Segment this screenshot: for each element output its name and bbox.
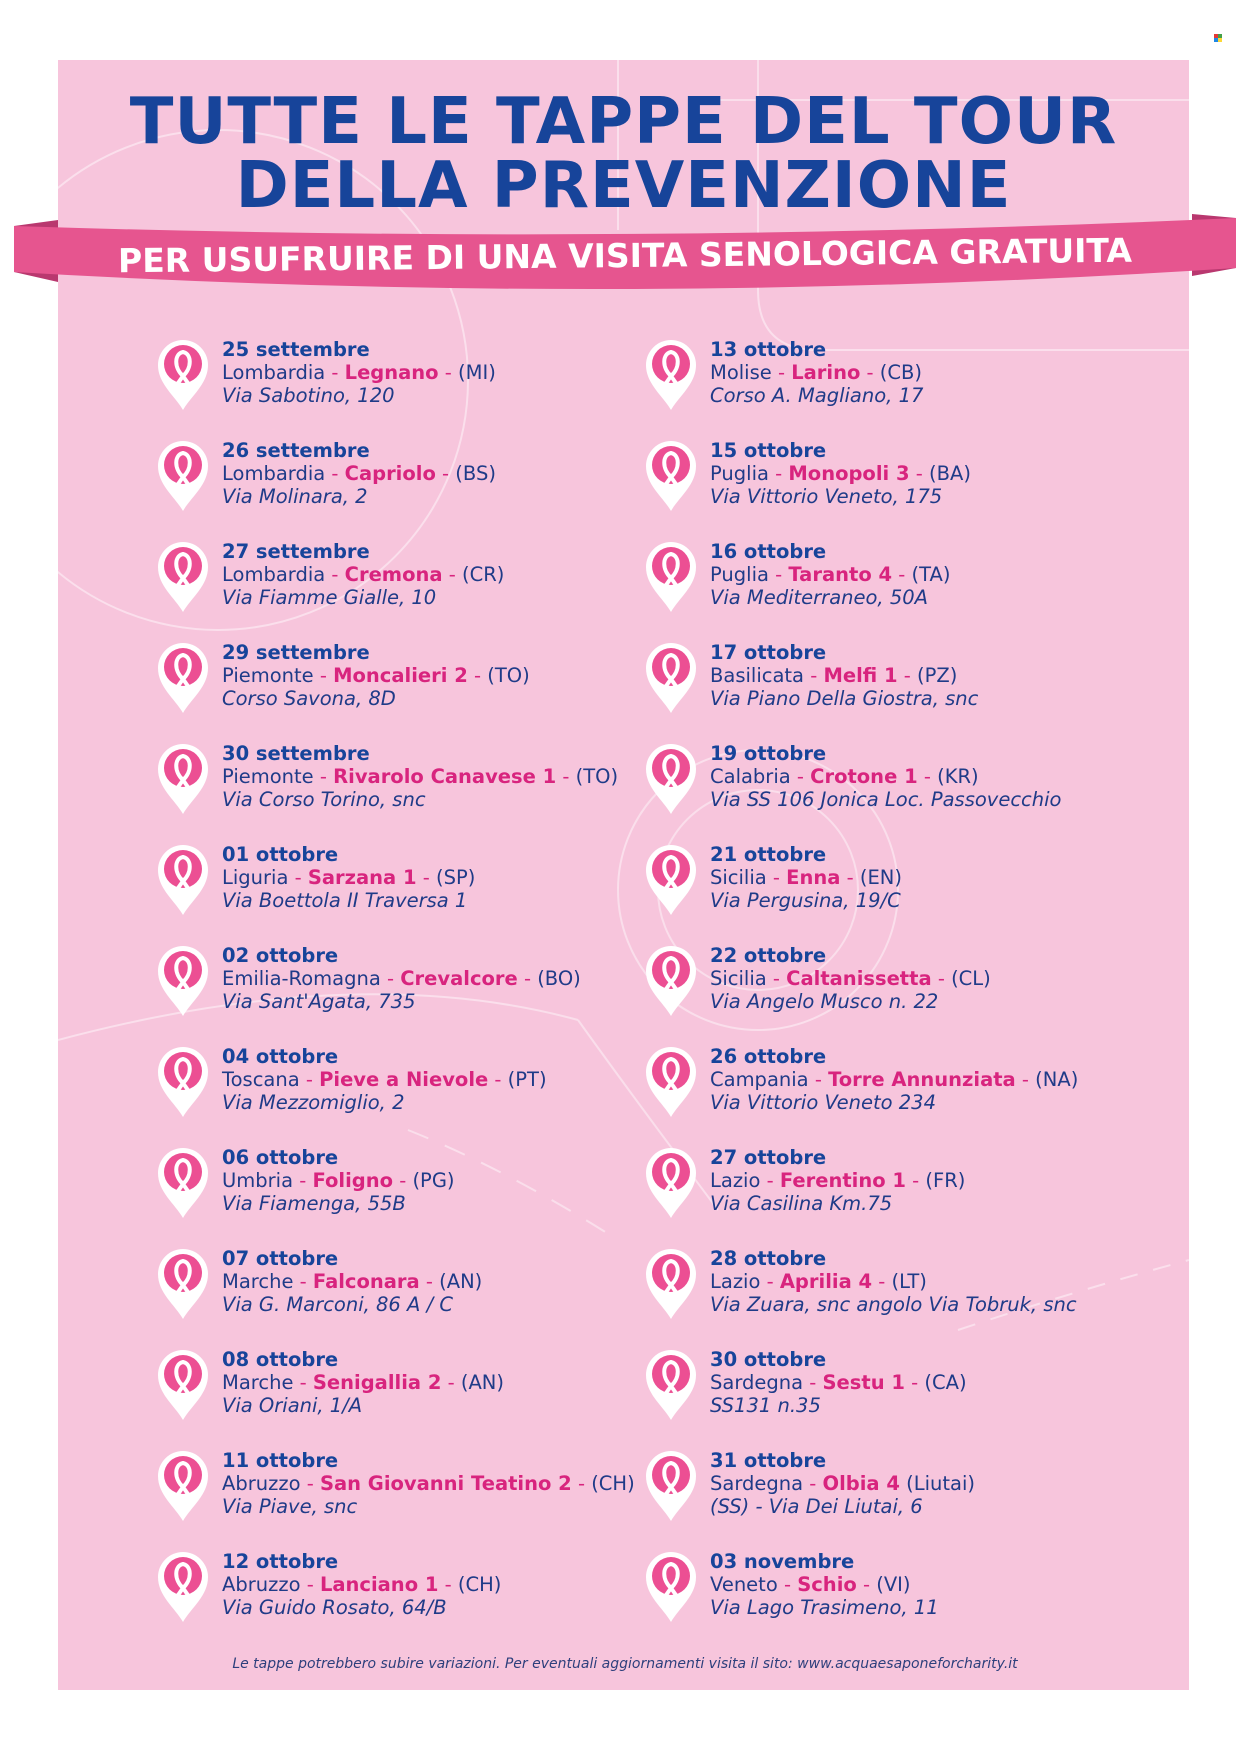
stop-address: Via Mezzomiglio, 2 bbox=[222, 1091, 405, 1114]
stop-region: Lombardia bbox=[222, 462, 326, 485]
stop-region: Piemonte bbox=[222, 664, 314, 687]
stop-province: (Liutai) bbox=[906, 1472, 976, 1495]
stop-item: 13 ottobre Molise - Larino - (CB) Corso A. Magliano, 17 bbox=[644, 338, 1114, 434]
stop-city: Torre Annunziata bbox=[828, 1068, 1016, 1091]
stop-address: Corso Savona, 8D bbox=[222, 687, 396, 710]
stop-address: Via Sabotino, 120 bbox=[222, 384, 395, 407]
stop-item: 30 ottobre Sardegna - Sestu 1 - (CA) SS131 n.35 bbox=[644, 1348, 1114, 1444]
stop-city: Taranto 4 bbox=[788, 563, 893, 586]
stop-date: 26 settembre bbox=[222, 439, 370, 462]
stop-address: Via Angelo Musco n. 22 bbox=[710, 990, 939, 1013]
stop-address: Via Vittorio Veneto, 175 bbox=[710, 485, 943, 508]
stop-item: 27 settembre Lombardia - Cremona - (CR) Via Fiamme Gialle, 10 bbox=[156, 540, 626, 636]
stop-address: Via Corso Torino, snc bbox=[222, 788, 426, 811]
stop-address: Via Fiamenga, 55B bbox=[222, 1192, 406, 1215]
stop-item: 30 settembre Piemonte - Rivarolo Canavese 1 - (TO) Via Corso Torino, snc bbox=[156, 742, 626, 838]
stop-address: Via Piave, snc bbox=[222, 1495, 358, 1518]
stop-province: (MI) bbox=[458, 361, 496, 384]
stop-province: (CA) bbox=[924, 1371, 967, 1394]
stop-city: Ferentino 1 bbox=[779, 1169, 906, 1192]
stop-region: Veneto bbox=[710, 1573, 778, 1596]
stop-city: Capriolo bbox=[344, 462, 436, 485]
stop-region: Sardegna bbox=[710, 1472, 804, 1495]
stop-city: Moncalieri 2 bbox=[333, 664, 468, 687]
stop-region: Lazio bbox=[710, 1169, 761, 1192]
stop-city: Crevalcore bbox=[400, 967, 518, 990]
ribbon-pin-icon bbox=[644, 338, 698, 412]
stop-item: 28 ottobre Lazio - Aprilia 4 - (LT) Via Zuara, snc angolo Via Tobruk, snc bbox=[644, 1247, 1114, 1343]
stop-item: 07 ottobre Marche - Falconara - (AN) Via G. Marconi, 86 A / C bbox=[156, 1247, 626, 1343]
stop-item: 15 ottobre Puglia - Monopoli 3 - (BA) Via Vittorio Veneto, 175 bbox=[644, 439, 1114, 535]
stop-city: Sarzana 1 bbox=[307, 866, 417, 889]
stop-item: 11 ottobre Abruzzo - San Giovanni Teatino 2 - (CH) Via Piave, snc bbox=[156, 1449, 626, 1545]
stop-date: 11 ottobre bbox=[222, 1449, 339, 1472]
stop-address: (SS) - Via Dei Liutai, 6 bbox=[710, 1495, 923, 1518]
ribbon-pin-icon bbox=[156, 1247, 210, 1321]
stop-item: 03 novembre Veneto - Schio - (VI) Via Lago Trasimeno, 11 bbox=[644, 1550, 1114, 1646]
ribbon-pin-icon bbox=[156, 1550, 210, 1624]
stop-item: 21 ottobre Sicilia - Enna - (EN) Via Pergusina, 19/C bbox=[644, 843, 1114, 939]
stop-city: Olbia 4 bbox=[822, 1472, 900, 1495]
stop-date: 21 ottobre bbox=[710, 843, 827, 866]
stop-date: 26 ottobre bbox=[710, 1045, 827, 1068]
stop-city: Falconara bbox=[312, 1270, 420, 1293]
stop-region: Puglia bbox=[710, 563, 769, 586]
title-line-2: DELLA PREVENZIONE bbox=[235, 149, 1012, 223]
ribbon-pin-icon bbox=[156, 540, 210, 614]
stop-region: Sicilia bbox=[710, 866, 767, 889]
stop-region: Toscana bbox=[222, 1068, 300, 1091]
stop-region: Emilia-Romagna bbox=[222, 967, 381, 990]
stop-date: 15 ottobre bbox=[710, 439, 827, 462]
stop-item: 27 ottobre Lazio - Ferentino 1 - (FR) Via Casilina Km.75 bbox=[644, 1146, 1114, 1242]
stop-province: (TA) bbox=[911, 563, 951, 586]
stop-province: (BA) bbox=[929, 462, 971, 485]
ribbon-pin-icon bbox=[644, 1247, 698, 1321]
stop-region: Umbria bbox=[222, 1169, 294, 1192]
ribbon-pin-icon bbox=[156, 1146, 210, 1220]
ribbon-pin-icon bbox=[644, 641, 698, 715]
stop-province: (BO) bbox=[537, 967, 581, 990]
stop-date: 04 ottobre bbox=[222, 1045, 339, 1068]
stop-province: (CH) bbox=[591, 1472, 635, 1495]
stop-date: 16 ottobre bbox=[710, 540, 827, 563]
stop-address: Via Mediterraneo, 50A bbox=[710, 586, 928, 609]
stop-address: Via Molinara, 2 bbox=[222, 485, 368, 508]
stop-city: Enna bbox=[786, 866, 841, 889]
stop-province: (AN) bbox=[439, 1270, 483, 1293]
stop-date: 01 ottobre bbox=[222, 843, 339, 866]
stop-item: 04 ottobre Toscana - Pieve a Nievole - (PT) Via Mezzomiglio, 2 bbox=[156, 1045, 626, 1141]
stop-item: 08 ottobre Marche - Senigallia 2 - (AN) Via Oriani, 1/A bbox=[156, 1348, 626, 1444]
stop-province: (BS) bbox=[455, 462, 496, 485]
ribbon-pin-icon bbox=[644, 742, 698, 816]
stop-region: Lazio bbox=[710, 1270, 761, 1293]
stop-region: Sicilia bbox=[710, 967, 767, 990]
stop-address: Via Lago Trasimeno, 11 bbox=[710, 1596, 939, 1619]
stop-address: Via Vittorio Veneto 234 bbox=[710, 1091, 936, 1114]
ribbon-pin-icon bbox=[156, 641, 210, 715]
title-line-1: TUTTE LE TAPPE DEL TOUR bbox=[129, 85, 1118, 159]
stop-date: 03 novembre bbox=[710, 1550, 855, 1573]
stop-city: Schio bbox=[797, 1573, 857, 1596]
stop-date: 22 ottobre bbox=[710, 944, 827, 967]
stop-region: Campania bbox=[710, 1068, 809, 1091]
stop-province: (VI) bbox=[876, 1573, 911, 1596]
stop-city: Monopoli 3 bbox=[788, 462, 910, 485]
stop-address: Corso A. Magliano, 17 bbox=[710, 384, 924, 407]
stop-item: 29 settembre Piemonte - Moncalieri 2 - (TO) Corso Savona, 8D bbox=[156, 641, 626, 737]
stop-date: 12 ottobre bbox=[222, 1550, 339, 1573]
stop-region: Lombardia bbox=[222, 563, 326, 586]
stop-province: (CL) bbox=[951, 967, 991, 990]
stop-region: Abruzzo bbox=[222, 1573, 301, 1596]
stop-region: Molise bbox=[710, 361, 772, 384]
ribbon-pin-icon bbox=[644, 843, 698, 917]
stop-region: Calabria bbox=[710, 765, 791, 788]
stop-city: Larino bbox=[791, 361, 861, 384]
stop-city: Sestu 1 bbox=[822, 1371, 905, 1394]
stop-item: 06 ottobre Umbria - Foligno - (PG) Via Fiamenga, 55B bbox=[156, 1146, 626, 1242]
stop-address: Via Pergusina, 19/C bbox=[710, 889, 901, 912]
ribbon-pin-icon bbox=[644, 1550, 698, 1624]
ribbon-pin-icon bbox=[644, 1045, 698, 1119]
stop-address: Via G. Marconi, 86 A / C bbox=[222, 1293, 453, 1316]
banner-subtitle: PER USUFRUIRE DI UNA VISITA SENOLOGICA GRATUITA bbox=[117, 230, 1133, 281]
stop-province: (PT) bbox=[507, 1068, 547, 1091]
stop-region: Piemonte bbox=[222, 765, 314, 788]
stop-date: 25 settembre bbox=[222, 338, 370, 361]
stop-date: 31 ottobre bbox=[710, 1449, 827, 1472]
stop-province: (SP) bbox=[436, 866, 476, 889]
ribbon-pin-icon bbox=[156, 843, 210, 917]
stop-city: Senigallia 2 bbox=[312, 1371, 442, 1394]
ribbon-pin-icon bbox=[644, 1348, 698, 1422]
stop-address: Via Casilina Km.75 bbox=[710, 1192, 893, 1215]
stop-item: 16 ottobre Puglia - Taranto 4 - (TA) Via Mediterraneo, 50A bbox=[644, 540, 1114, 636]
stop-province: (CB) bbox=[879, 361, 923, 384]
stop-region: Marche bbox=[222, 1371, 294, 1394]
stop-city: Lanciano 1 bbox=[319, 1573, 439, 1596]
ribbon-pin-icon bbox=[156, 742, 210, 816]
ribbon-pin-icon bbox=[644, 1146, 698, 1220]
stop-region: Abruzzo bbox=[222, 1472, 301, 1495]
stop-city: Melfi 1 bbox=[823, 664, 898, 687]
stop-address: Via Boettola II Traversa 1 bbox=[222, 889, 468, 912]
stop-region: Basilicata bbox=[710, 664, 805, 687]
stop-region: Liguria bbox=[222, 866, 289, 889]
ribbon-pin-icon bbox=[156, 1045, 210, 1119]
stop-address: SS131 n.35 bbox=[710, 1394, 821, 1417]
stop-date: 17 ottobre bbox=[710, 641, 827, 664]
stop-date: 27 ottobre bbox=[710, 1146, 827, 1169]
stop-item: 26 settembre Lombardia - Capriolo - (BS) Via Molinara, 2 bbox=[156, 439, 626, 535]
stop-date: 08 ottobre bbox=[222, 1348, 339, 1371]
stop-province: (AN) bbox=[460, 1371, 505, 1394]
stop-province: (EN) bbox=[859, 866, 902, 889]
ribbon-pin-icon bbox=[156, 944, 210, 1018]
stop-date: 30 settembre bbox=[222, 742, 370, 765]
stop-address: Via Oriani, 1/A bbox=[222, 1394, 363, 1417]
stop-address: Via Fiamme Gialle, 10 bbox=[222, 586, 437, 609]
stop-date: 07 ottobre bbox=[222, 1247, 339, 1270]
stop-date: 27 settembre bbox=[222, 540, 370, 563]
stop-date: 19 ottobre bbox=[710, 742, 827, 765]
stop-province: (NA) bbox=[1035, 1068, 1079, 1091]
ribbon-pin-icon bbox=[156, 1449, 210, 1523]
stop-date: 28 ottobre bbox=[710, 1247, 827, 1270]
stop-item: 12 ottobre Abruzzo - Lanciano 1 - (CH) Via Guido Rosato, 64/B bbox=[156, 1550, 626, 1646]
stop-address: Via Piano Della Giostra, snc bbox=[710, 687, 979, 710]
ribbon-pin-icon bbox=[644, 944, 698, 1018]
stop-item: 25 settembre Lombardia - Legnano - (MI) Via Sabotino, 120 bbox=[156, 338, 626, 434]
stop-address: Via Guido Rosato, 64/B bbox=[222, 1596, 447, 1619]
footer-note: Le tappe potrebbero subire variazioni. Per eventuali aggiornamenti visita il sito: www.acquaesaponeforcharity.it bbox=[232, 1656, 1018, 1672]
stop-province: (KR) bbox=[937, 765, 979, 788]
stop-region: Lombardia bbox=[222, 361, 326, 384]
ribbon-pin-icon bbox=[156, 338, 210, 412]
stop-city: Aprilia 4 bbox=[779, 1270, 873, 1293]
stop-item: 22 ottobre Sicilia - Caltanissetta - (CL) Via Angelo Musco n. 22 bbox=[644, 944, 1114, 1040]
stop-province: (TO) bbox=[575, 765, 619, 788]
stop-item: 31 ottobre Sardegna - Olbia 4 (Liutai) (SS) - Via Dei Liutai, 6 bbox=[644, 1449, 1114, 1545]
stop-address: Via Zuara, snc angolo Via Tobruk, snc bbox=[710, 1293, 1077, 1316]
stop-item: 17 ottobre Basilicata - Melfi 1 - (PZ) Via Piano Della Giostra, snc bbox=[644, 641, 1114, 737]
stop-address: Via Sant'Agata, 735 bbox=[222, 990, 416, 1013]
stop-city: Foligno bbox=[312, 1169, 394, 1192]
stop-date: 30 ottobre bbox=[710, 1348, 827, 1371]
stop-region: Puglia bbox=[710, 462, 769, 485]
stop-address: Via SS 106 Jonica Loc. Passovecchio bbox=[710, 788, 1062, 811]
stop-item: 26 ottobre Campania - Torre Annunziata - (NA) Via Vittorio Veneto 234 bbox=[644, 1045, 1114, 1141]
stop-city: Cremona bbox=[344, 563, 443, 586]
stop-date: 02 ottobre bbox=[222, 944, 339, 967]
stop-date: 13 ottobre bbox=[710, 338, 827, 361]
stop-item: 01 ottobre Liguria - Sarzana 1 - (SP) Via Boettola II Traversa 1 bbox=[156, 843, 626, 939]
stop-city: Legnano bbox=[344, 361, 439, 384]
ribbon-pin-icon bbox=[644, 439, 698, 513]
stop-date: 06 ottobre bbox=[222, 1146, 339, 1169]
stop-province: (TO) bbox=[487, 664, 530, 687]
ribbon-pin-icon bbox=[156, 1348, 210, 1422]
ribbon-pin-icon bbox=[644, 1449, 698, 1523]
stop-region: Marche bbox=[222, 1270, 294, 1293]
stop-province: (PZ) bbox=[917, 664, 958, 687]
stop-item: 19 ottobre Calabria - Crotone 1 - (KR) Via SS 106 Jonica Loc. Passovecchio bbox=[644, 742, 1114, 838]
stop-city: Rivarolo Canavese 1 bbox=[333, 765, 557, 788]
ribbon-pin-icon bbox=[156, 439, 210, 513]
stop-province: (FR) bbox=[925, 1169, 966, 1192]
ribbon-pin-icon bbox=[644, 540, 698, 614]
stop-city: Pieve a Nievole bbox=[319, 1068, 489, 1091]
stop-city: San Giovanni Teatino 2 bbox=[319, 1472, 572, 1495]
stop-province: (CH) bbox=[457, 1573, 502, 1596]
stop-province: (PG) bbox=[412, 1169, 455, 1192]
stop-city: Caltanissetta bbox=[786, 967, 932, 990]
stop-province: (CR) bbox=[462, 563, 505, 586]
stop-date: 29 settembre bbox=[222, 641, 370, 664]
stop-item: 02 ottobre Emilia-Romagna - Crevalcore - (BO) Via Sant'Agata, 735 bbox=[156, 944, 626, 1040]
stop-province: (LT) bbox=[891, 1270, 927, 1293]
stop-region: Sardegna bbox=[710, 1371, 804, 1394]
stop-city: Crotone 1 bbox=[810, 765, 918, 788]
